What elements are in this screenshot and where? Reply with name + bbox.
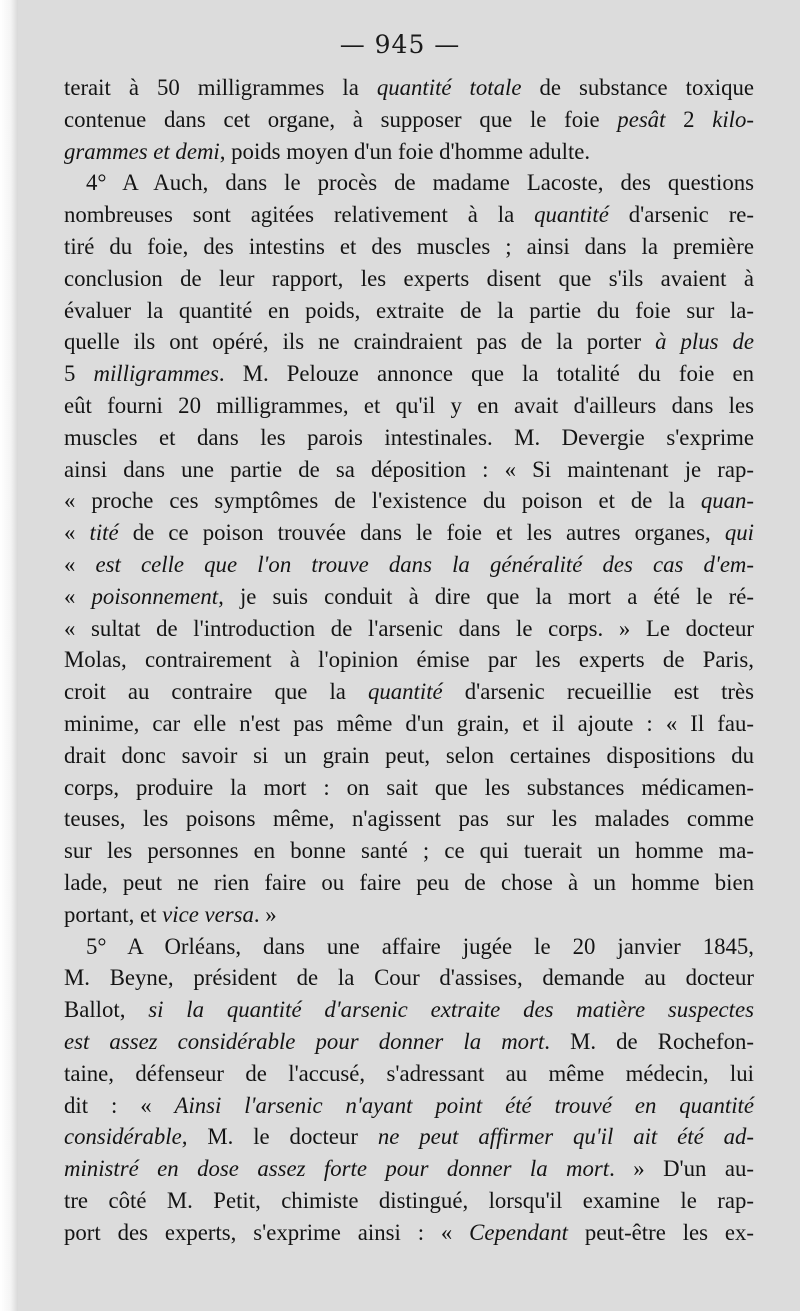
text-line xyxy=(64,72,754,104)
text-run: de ce poison trouvée dans le foie et les autres organes, xyxy=(118,520,725,546)
text-run: de substance toxique xyxy=(521,75,754,100)
text-run: quelle ils ont opéré, ils ne craindraient pas de la porter xyxy=(64,329,656,355)
italic-text: ne peut affirmer qu'il ait été ad- xyxy=(377,1124,754,1150)
italic-text: kilo- xyxy=(712,106,755,132)
text-run: . » D'un au- xyxy=(609,1156,754,1182)
text-run: , poids moyen d'un foie d'homme adulte. xyxy=(219,138,591,164)
text-line xyxy=(64,231,754,263)
text-run: terait à 50 milligrammes la xyxy=(64,75,377,100)
text-run: « xyxy=(64,583,92,609)
text-run: « xyxy=(64,520,90,546)
text-line xyxy=(64,326,754,358)
text-line xyxy=(64,994,754,1026)
text-line xyxy=(64,1121,754,1153)
text-run: ainsi dans une partie de sa déposition : « Si maintenant je rap- xyxy=(64,456,754,482)
text-run: M. Beyne, président de la Cour d'assises, demande au docteur xyxy=(64,965,754,991)
text-run: contenue dans cet organe, à supposer que le foie xyxy=(64,106,618,132)
text-line xyxy=(64,931,754,963)
text-line xyxy=(64,581,754,613)
text-line xyxy=(64,136,754,168)
text-run: 4° A Auch, dans le procès de madame Lacoste, des questions xyxy=(86,170,754,196)
text-run: d'arsenic re- xyxy=(608,202,754,228)
text-line xyxy=(64,199,754,231)
text-line xyxy=(64,358,754,390)
text-run: 5° A Orléans, dans une affaire jugée le 20 janvier 1845, xyxy=(86,933,754,959)
italic-text: est celle que l'on trouve dans la généralité des cas d'em- xyxy=(95,551,754,577)
italic-text: quantité xyxy=(534,202,609,228)
text-line xyxy=(64,485,754,517)
text-run: tiré du foie, des intestins et des muscles ; ainsi dans la première xyxy=(64,233,754,259)
italic-text: ministré en dose assez forte pour donner la mort xyxy=(64,1156,610,1182)
text-run: sur les personnes en bonne santé ; ce qui tuerait un homme ma- xyxy=(64,838,754,864)
text-line xyxy=(64,708,754,740)
italic-text: tité xyxy=(89,520,119,546)
text-run: . » xyxy=(253,901,277,927)
text-line xyxy=(64,962,754,994)
text-line xyxy=(64,1026,754,1058)
text-line xyxy=(64,676,754,708)
text-run: Ballot, xyxy=(64,997,149,1023)
text-run: minime, car elle n'est pas même d'un grain, et il ajoute : « Il fau- xyxy=(64,710,754,736)
italic-text: si la quantité d'arsenic extraite des matière suspectes xyxy=(148,997,755,1023)
body-text xyxy=(64,72,754,1248)
italic-text: quan- xyxy=(700,488,754,514)
text-line xyxy=(64,613,754,645)
text-line xyxy=(64,1217,754,1249)
text-line xyxy=(64,263,754,295)
text-run: M. le docteur xyxy=(187,1124,378,1150)
italic-text: quantité totale xyxy=(376,75,522,100)
text-line xyxy=(64,835,754,867)
italic-text: Cependant xyxy=(469,1219,568,1245)
italic-text: milligrammes xyxy=(93,361,219,387)
italic-text: pesât xyxy=(617,106,666,132)
italic-text: quantité xyxy=(367,679,443,705)
italic-text: grammes et demi xyxy=(64,138,220,164)
italic-text: est assez considérable pour donner la mort xyxy=(64,1028,545,1054)
text-run: je suis conduit à dire que la mort a été le ré- xyxy=(223,583,754,609)
italic-text: à plus de xyxy=(655,329,754,355)
italic-text: Ainsi l'arsenic n'ayant point été trouvé en quantité xyxy=(174,1092,754,1118)
text-run: port des experts, s'exprime ainsi : « xyxy=(64,1219,470,1245)
text-line xyxy=(64,295,754,327)
text-line xyxy=(64,867,754,899)
text-run: . M. Pelouze annonce que la totalité du foie en xyxy=(218,361,754,387)
text-run: peut-être les ex- xyxy=(567,1219,754,1245)
text-line xyxy=(64,390,754,422)
text-run: tre côté M. Petit, chimiste distingué, lorsqu'il examine le rap- xyxy=(64,1187,754,1213)
italic-text: qui xyxy=(724,520,754,546)
text-line xyxy=(64,803,754,835)
text-run: taine, défenseur de l'accusé, s'adressant au même médecin, lui xyxy=(64,1060,754,1086)
text-run: d'arsenic recueillie est très xyxy=(442,679,754,705)
text-run: drait donc savoir si un grain peut, selon certaines dispositions du xyxy=(64,742,754,768)
text-run: 2 xyxy=(665,106,713,132)
text-line xyxy=(64,104,754,136)
text-run: . M. de Rochefon- xyxy=(544,1028,754,1054)
text-run: 5 xyxy=(64,361,94,387)
text-line xyxy=(64,1058,754,1090)
text-run: lade, peut ne rien faire ou faire peu de chose à un homme bien xyxy=(64,869,754,895)
text-run: dit : « xyxy=(64,1092,175,1118)
text-run: muscles et dans les parois intestinales. M. Devergie s'exprime xyxy=(64,424,754,450)
text-line xyxy=(64,772,754,804)
text-run: portant, et xyxy=(64,901,163,927)
text-line xyxy=(64,1185,754,1217)
text-line xyxy=(64,422,754,454)
text-line xyxy=(64,454,754,486)
text-line xyxy=(64,1153,754,1185)
text-line xyxy=(64,740,754,772)
italic-text: poisonnement, xyxy=(91,583,224,609)
italic-text: considérable, xyxy=(64,1124,188,1150)
text-line xyxy=(64,549,754,581)
text-line xyxy=(64,899,754,931)
italic-text: vice versa xyxy=(162,901,254,927)
text-run: « sultat de l'introduction de l'arsenic dans le corps. » Le docteur xyxy=(64,615,754,641)
text-run: corps, produire la mort : on sait que les substances médicamen- xyxy=(64,774,754,800)
text-run: conclusion de leur rapport, les experts disent que s'ils avaient à xyxy=(64,265,754,291)
text-run: « xyxy=(64,551,96,577)
text-run: Molas, contrairement à l'opinion émise par les experts de Paris, xyxy=(64,647,754,673)
page-gutter xyxy=(0,0,18,1311)
text-run: croit au contraire que la xyxy=(64,679,368,705)
text-run: nombreuses sont agitées relativement à la xyxy=(64,202,535,228)
text-run: eût fourni 20 milligrammes, et qu'il y en avait d'ailleurs dans les xyxy=(64,392,754,418)
page-number: — 945 — xyxy=(339,30,461,59)
text-line xyxy=(64,644,754,676)
text-run: « proche ces symptômes de l'existence du poison et de la xyxy=(64,488,701,514)
text-run: évaluer la quantité en poids, extraite de la partie du foie sur la- xyxy=(64,297,754,323)
text-line xyxy=(64,167,754,199)
text-line xyxy=(64,517,754,549)
text-run: teuses, les poisons même, n'agissent pas sur les malades comme xyxy=(64,806,754,832)
text-line xyxy=(64,1090,754,1122)
